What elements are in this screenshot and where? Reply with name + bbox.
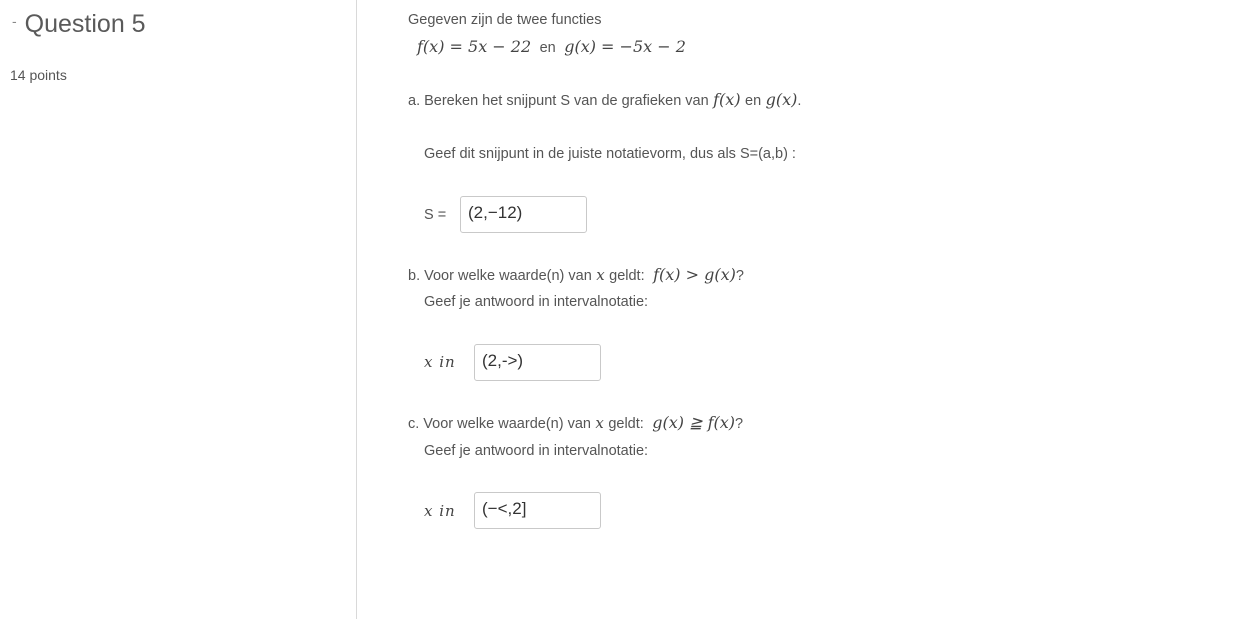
part-c-question bbox=[408, 413, 743, 433]
part-c-answer-label: x in bbox=[424, 502, 456, 520]
part-a-suffix: . bbox=[797, 93, 802, 109]
part-c-middle: geldt: bbox=[608, 416, 644, 432]
part-b-answer-input[interactable]: (2,->) bbox=[474, 344, 601, 381]
part-c-instruction: Geef je antwoord in intervalnotatie: bbox=[424, 443, 649, 459]
part-c-prefix: c. Voor welke waarde(n) van bbox=[408, 416, 591, 432]
intro-formulas bbox=[417, 37, 686, 57]
part-b-var: x bbox=[596, 266, 605, 284]
part-b-middle: geldt: bbox=[609, 268, 645, 284]
part-a-f: f(x) bbox=[713, 90, 741, 109]
part-a-answer-input[interactable]: (2,−12) bbox=[460, 196, 587, 233]
question-header bbox=[12, 10, 146, 39]
part-b-suffix: ? bbox=[735, 268, 744, 284]
intro-text: Gegeven zijn de twee functies bbox=[408, 12, 602, 28]
part-c-var: x bbox=[595, 414, 604, 432]
question-title: Question 5 bbox=[24, 10, 146, 38]
part-b-instruction: Geef je antwoord in intervalnotatie: bbox=[424, 294, 649, 310]
part-a-answer-label: S = bbox=[424, 207, 447, 223]
question-sidebar bbox=[0, 0, 357, 619]
part-c-suffix: ? bbox=[735, 416, 744, 432]
part-b-prefix: b. Voor welke waarde(n) van bbox=[408, 268, 592, 284]
part-a-question bbox=[408, 90, 801, 110]
part-b-question bbox=[408, 265, 744, 285]
part-a-prefix: a. Bereken het snijpunt S van de grafieken van bbox=[408, 93, 709, 109]
part-a-connector: en bbox=[745, 93, 762, 109]
question-points: 14 points bbox=[10, 67, 67, 83]
g-definition: g(x) = −5x − 2 bbox=[564, 37, 686, 56]
part-b-inequality: f(x) > g(x) bbox=[653, 265, 736, 284]
part-a-instruction: Geef dit snijpunt in de juiste notatievorm, dus als S=(a,b) : bbox=[424, 146, 796, 162]
question-content bbox=[408, 0, 1228, 619]
part-b-answer-label: x in bbox=[424, 353, 456, 371]
collapse-icon[interactable]: - bbox=[12, 13, 17, 29]
part-a-g: g(x) bbox=[765, 90, 798, 109]
f-definition: f(x) = 5x − 22 bbox=[417, 37, 532, 56]
intro-connector: en bbox=[539, 40, 556, 56]
part-c-answer-input[interactable]: (−<,2] bbox=[474, 492, 601, 529]
part-c-inequality: g(x) ≧ f(x) bbox=[652, 413, 736, 432]
